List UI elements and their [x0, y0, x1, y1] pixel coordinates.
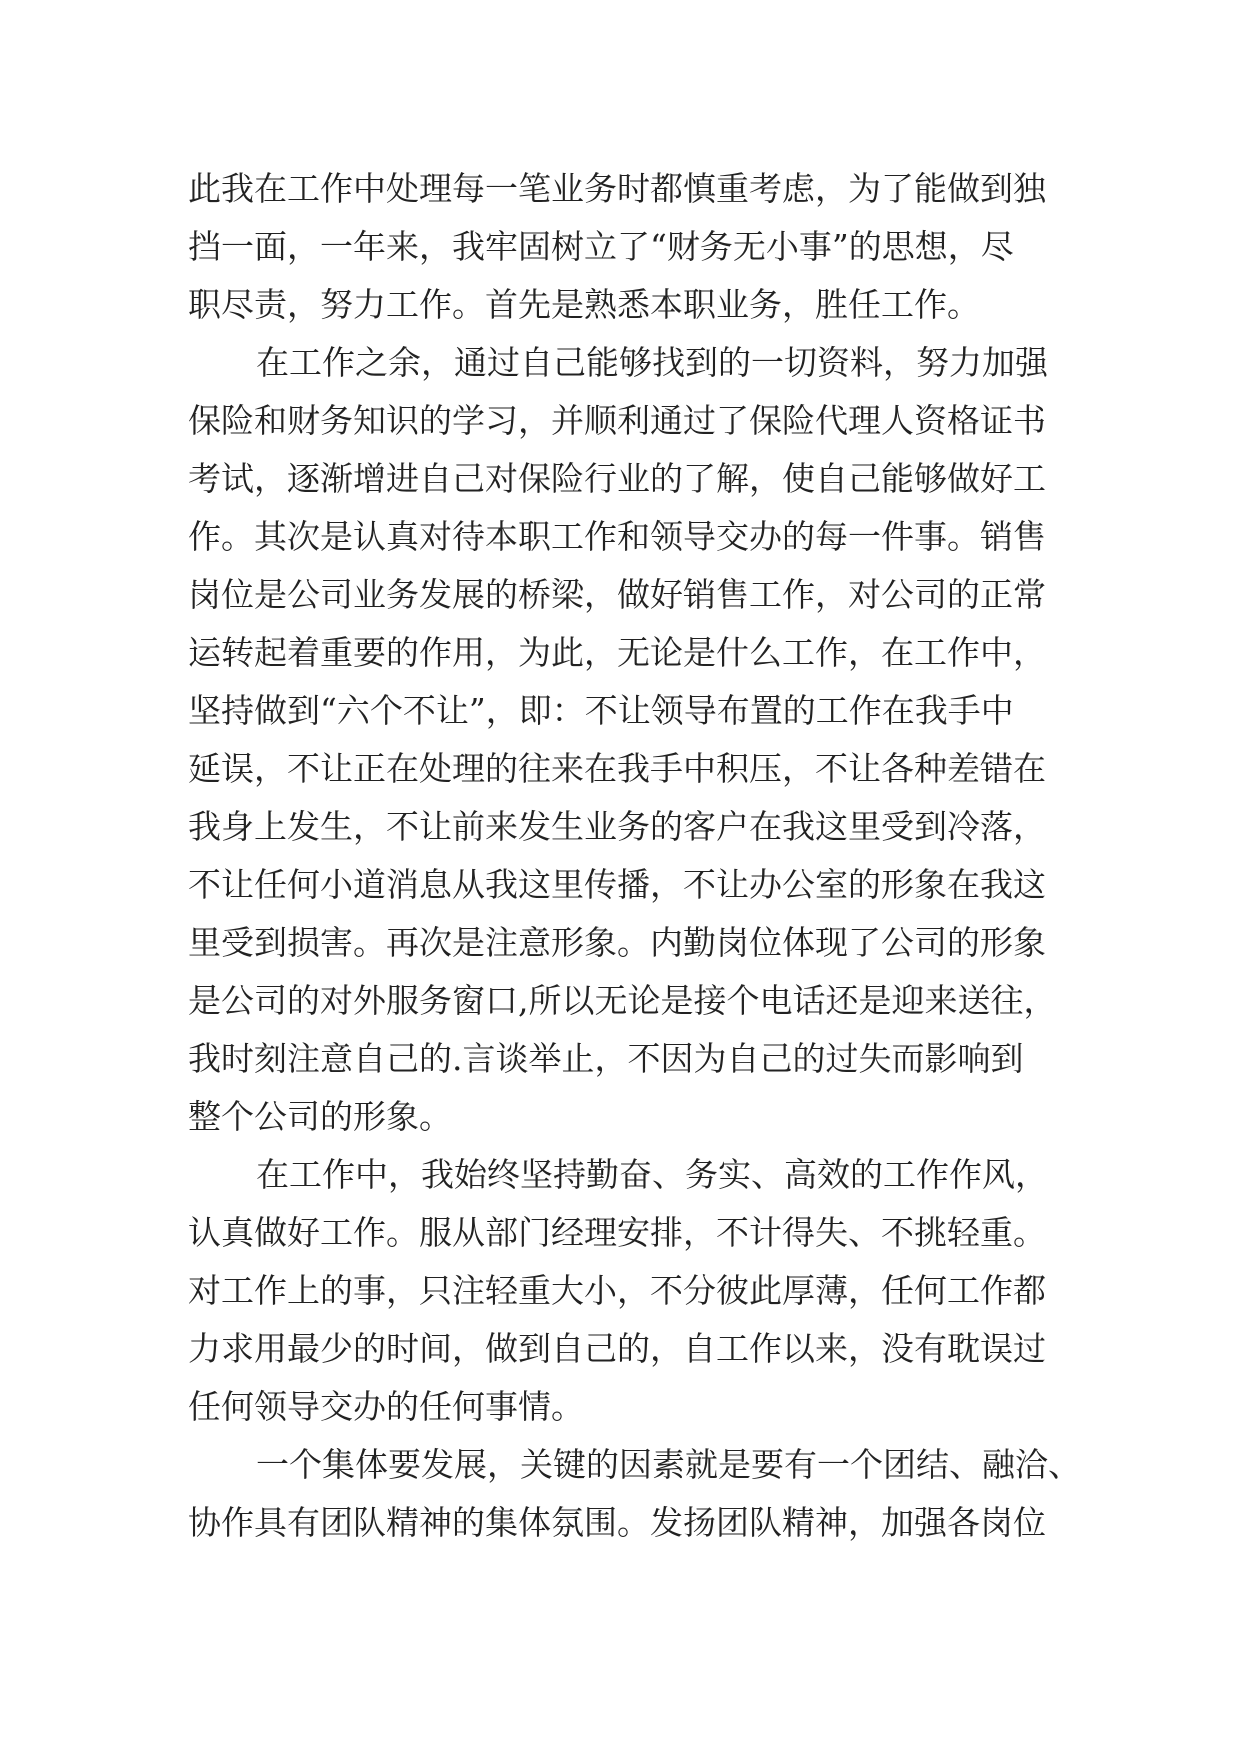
body-text: [188, 160, 1081, 1552]
paragraph-start-line: 在工作中，我始终坚持勤奋、务实、高效的工作作风，: [256, 1155, 1048, 1194]
text-line: 是公司的对外服务窗口,所以无论是接个电话还是迎来送往，: [188, 981, 1057, 1020]
text-line: 考试，逐渐增进自己对保险行业的了解，使自己能够做好工: [188, 459, 1046, 498]
text-line: 协作具有团队精神的集体氛围。发扬团队精神，加强各岗位: [188, 1503, 1046, 1542]
text-line: 里受到损害。再次是注意形象。内勤岗位体现了公司的形象: [188, 923, 1046, 962]
text-line: 我时刻注意自己的.言谈举止，不因为自己的过失而影响到: [188, 1039, 1024, 1078]
text-line: 不让任何小道消息从我这里传播，不让办公室的形象在我这: [188, 865, 1046, 904]
text-line: 保险和财务知识的学习，并顺利通过了保险代理人资格证书: [188, 401, 1046, 440]
text-line: 力求用最少的时间，做到自己的，自工作以来，没有耽误过: [188, 1329, 1046, 1368]
text-line: 坚持做到“六个不让”，即：不让领导布置的工作在我手中: [188, 691, 1014, 730]
text-line: 岗位是公司业务发展的桥梁，做好销售工作，对公司的正常: [188, 575, 1046, 614]
text-line: 整个公司的形象。: [188, 1097, 452, 1136]
text-line: 延误，不让正在处理的往来在我手中积压，不让各种差错在: [188, 749, 1046, 788]
text-line: 运转起着重要的作用，为此，无论是什么工作，在工作中，: [188, 633, 1046, 672]
paragraph-start-line: 在工作之余，通过自己能够找到的一切资料，努力加强: [256, 343, 1048, 382]
text-line: 对工作上的事，只注轻重大小，不分彼此厚薄，任何工作都: [188, 1271, 1046, 1310]
text-line: 我身上发生，不让前来发生业务的客户在我这里受到冷落，: [188, 807, 1046, 846]
text-line: 挡一面，一年来，我牢固树立了“财务无小事”的思想，尽: [188, 227, 1014, 266]
text-line: 此我在工作中处理每一笔业务时都慎重考虑，为了能做到独: [188, 169, 1046, 208]
paragraph-start-line: 一个集体要发展，关键的因素就是要有一个团结、融洽、: [256, 1445, 1081, 1484]
text-line: 认真做好工作。服从部门经理安排，不计得失、不挑轻重。: [188, 1213, 1046, 1252]
text-line: 职尽责，努力工作。首先是熟悉本职业务，胜任工作。: [188, 285, 980, 324]
text-line: 任何领导交办的任何事情。: [188, 1387, 584, 1426]
text-line: 作。其次是认真对待本职工作和领导交办的每一件事。销售: [188, 517, 1046, 556]
